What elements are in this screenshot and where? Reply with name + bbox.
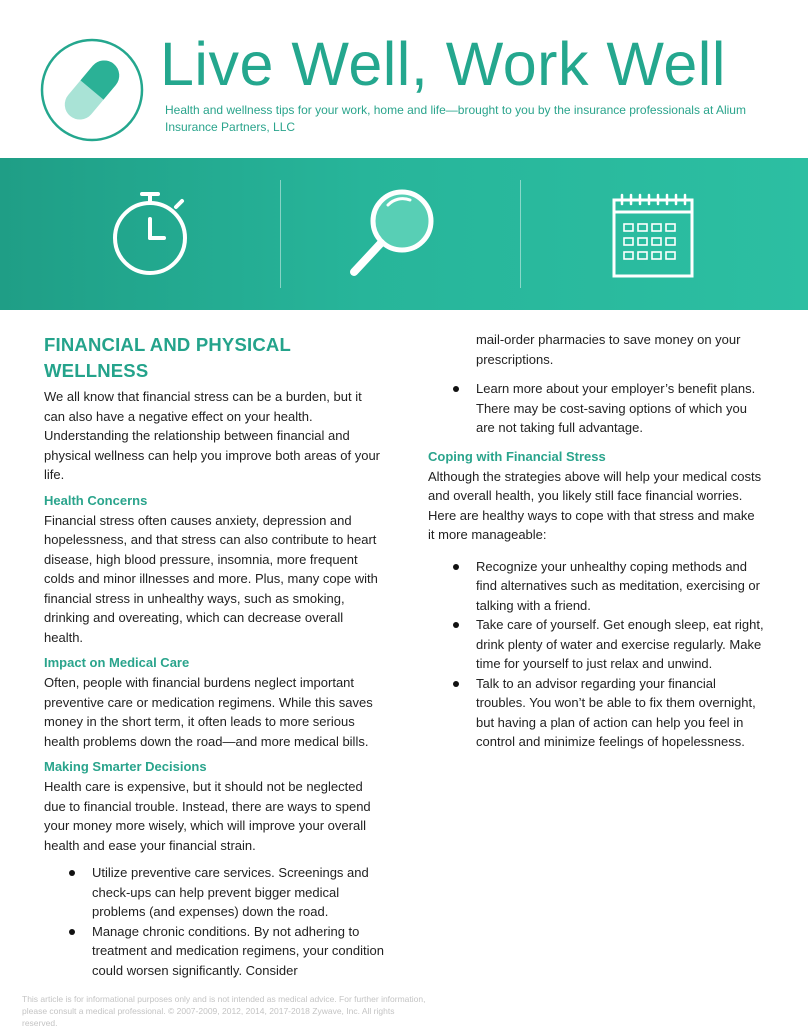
decisions-heading: Making Smarter Decisions	[44, 759, 207, 774]
footer-disclaimer: This article is for informational purposes only and is not intended as medical advice. For further information, please consult a medical professional. © 2007-2009, 2012, 2014, 2017-2018 Zywave, Inc. All rights reserved.	[22, 994, 426, 1028]
page-title: Live Well, Work Well	[160, 30, 726, 98]
coping-list	[428, 557, 764, 752]
decisions-list-continued	[428, 379, 764, 438]
list-item: Learn more about your employer’s benefit plans. There may be cost-saving options of which you are not taking full advantage.	[428, 379, 764, 438]
health-concerns-heading: Health Concerns	[44, 492, 148, 508]
article-left-column	[44, 332, 384, 980]
decisions-list	[44, 863, 384, 980]
coping-heading: Coping with Financial Stress	[428, 448, 606, 464]
impact-heading: Impact on Medical Care	[44, 655, 190, 670]
stopwatch-icon	[108, 188, 192, 280]
decisions-paragraph: Health care is expensive, but it should not be neglected due to financial trouble. Instead, there are ways to spend your money more wisely, which will improve your overall health and ease your financial strain.	[44, 779, 371, 853]
list-item-continued: mail-order pharmacies to save money on your prescriptions.	[476, 332, 741, 367]
intro-paragraph: We all know that financial stress can be a burden, but it can also have a negative effect on your health. Understanding the relationship between financial and physical wellness can help you improve both areas of your life.	[44, 389, 381, 482]
calendar-icon	[610, 192, 696, 280]
banner-divider	[520, 180, 521, 288]
coping-paragraph: Although the strategies above will help your medical costs and overall health, you likely still face financial worries. Here are healthy ways to cope with that stress and make it more manageable:	[428, 468, 762, 542]
list-item: Utilize preventive care services. Screenings and check-ups can help prevent bigger medical problems (and expenses) down the road.	[44, 863, 384, 922]
article-title: FINANCIAL AND PHYSICAL WELLNESS	[44, 334, 291, 381]
list-item: Talk to an advisor regarding your financial troubles. You won’t be able to fix them overnight, but having a plan of action can help you feel in control and minimize feelings of hopelessness.	[428, 674, 764, 752]
article-right-column	[428, 330, 764, 752]
list-item: Manage chronic conditions. By not adhering to treatment and medication regimens, your condition could worsen significantly. Consider	[44, 922, 384, 981]
impact-paragraph: Often, people with financial burdens neglect important preventive care or medication regimens. While this saves money in the short term, it often leads to more serious health problems down the road—and more medical bills.	[44, 675, 373, 749]
magnifying-glass-icon	[344, 188, 440, 280]
list-item: Take care of yourself. Get enough sleep, eat right, drink plenty of water and exercise regularly. Make time for yourself to just relax and unwind.	[428, 615, 764, 674]
header	[0, 0, 808, 158]
page-subtitle: Health and wellness tips for your work, home and life—brought to you by the insurance professionals at Alium Insurance Partners, LLC	[165, 103, 746, 134]
health-concerns-paragraph: Financial stress often causes anxiety, depression and hopelessness, and that stress can also contribute to heart disease, high blood pressure, insomnia, more frequent colds and minor illnesses and more. Plus, many cope with financial stress in unhealthy ways, such as smoking, drinking and overeating, which can decrease overall health.	[44, 512, 378, 645]
icon-banner	[0, 158, 808, 310]
capsule-icon	[40, 38, 144, 142]
banner-divider	[280, 180, 281, 288]
list-item: Recognize your unhealthy coping methods and find alternatives such as meditation, exercising or talking with a friend.	[428, 557, 764, 616]
